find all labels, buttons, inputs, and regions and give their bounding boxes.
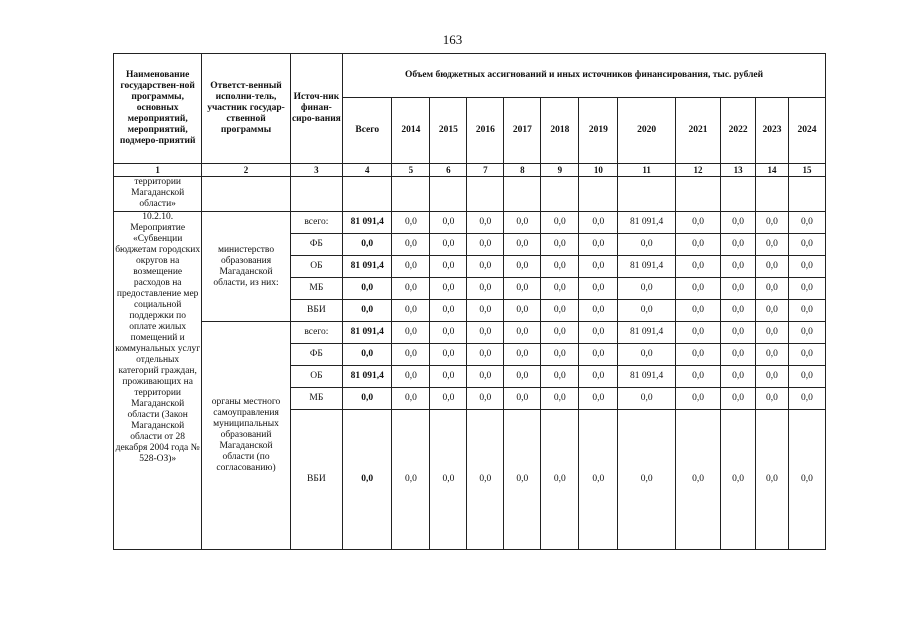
- year-value: 81 091,4: [618, 366, 676, 388]
- year-value: 0,0: [721, 234, 756, 256]
- year-value: 0,0: [675, 278, 720, 300]
- continuation-text: территории Магаданской области»: [114, 177, 202, 212]
- page-number: 163: [442, 32, 463, 47]
- empty-cell: [675, 177, 720, 212]
- empty-cell: [788, 177, 825, 212]
- empty-cell: [756, 177, 789, 212]
- year-value: 0,0: [541, 300, 579, 322]
- year-value: 0,0: [392, 300, 430, 322]
- year-value: 0,0: [788, 388, 825, 410]
- year-value: 0,0: [579, 234, 618, 256]
- year-value: 0,0: [430, 388, 467, 410]
- funding-source: ВБИ: [290, 300, 342, 322]
- year-value: 0,0: [618, 278, 676, 300]
- year-value: 0,0: [756, 344, 789, 366]
- year-value: 81 091,4: [618, 322, 676, 344]
- funding-source: ВБИ: [290, 410, 342, 550]
- header-year: 2019: [579, 98, 618, 164]
- year-value: 0,0: [504, 410, 541, 550]
- year-value: 0,0: [392, 366, 430, 388]
- year-value: 0,0: [579, 300, 618, 322]
- year-value: 0,0: [467, 366, 504, 388]
- year-value: 0,0: [467, 344, 504, 366]
- year-value: 0,0: [467, 278, 504, 300]
- column-number: 9: [541, 164, 579, 177]
- year-value: 0,0: [618, 300, 676, 322]
- year-value: 0,0: [430, 278, 467, 300]
- year-value: 0,0: [430, 366, 467, 388]
- column-number: 13: [721, 164, 756, 177]
- year-value: 0,0: [430, 410, 467, 550]
- year-value: 0,0: [579, 256, 618, 278]
- header-year: 2018: [541, 98, 579, 164]
- year-value: 0,0: [541, 410, 579, 550]
- year-value: 0,0: [675, 234, 720, 256]
- year-value: 0,0: [721, 366, 756, 388]
- column-number: 14: [756, 164, 789, 177]
- year-value: 0,0: [675, 322, 720, 344]
- year-value: 0,0: [467, 300, 504, 322]
- year-value: 0,0: [504, 344, 541, 366]
- header-year: 2023: [756, 98, 789, 164]
- empty-cell: [504, 177, 541, 212]
- year-value: 0,0: [721, 410, 756, 550]
- header-volume: Объем бюджетных ассигнований и иных источников финансирования, тыс. рублей: [343, 54, 826, 98]
- year-value: 0,0: [430, 234, 467, 256]
- column-number: 7: [467, 164, 504, 177]
- total-value: 81 091,4: [343, 366, 392, 388]
- year-value: 0,0: [430, 344, 467, 366]
- year-value: 0,0: [467, 212, 504, 234]
- year-value: 0,0: [504, 212, 541, 234]
- year-value: 0,0: [756, 388, 789, 410]
- total-value: 81 091,4: [343, 212, 392, 234]
- year-value: 0,0: [579, 322, 618, 344]
- column-number: 15: [788, 164, 825, 177]
- year-value: 0,0: [675, 212, 720, 234]
- header-year: 2020: [618, 98, 676, 164]
- column-number: 12: [675, 164, 720, 177]
- funding-source: ОБ: [290, 256, 342, 278]
- year-value: 0,0: [541, 278, 579, 300]
- year-value: 0,0: [756, 300, 789, 322]
- empty-cell: [202, 177, 290, 212]
- year-value: 0,0: [430, 322, 467, 344]
- year-value: 0,0: [467, 410, 504, 550]
- total-value: 0,0: [343, 344, 392, 366]
- year-value: 0,0: [541, 388, 579, 410]
- year-value: 0,0: [579, 366, 618, 388]
- total-value: 81 091,4: [343, 322, 392, 344]
- year-value: 0,0: [430, 212, 467, 234]
- year-value: 0,0: [788, 344, 825, 366]
- year-value: 0,0: [504, 234, 541, 256]
- year-value: 0,0: [788, 212, 825, 234]
- header-source: Источ-ник финан-сиро-вания: [290, 54, 342, 164]
- year-value: 0,0: [756, 278, 789, 300]
- year-value: 0,0: [430, 256, 467, 278]
- total-value: 0,0: [343, 300, 392, 322]
- year-value: 0,0: [721, 278, 756, 300]
- year-value: 81 091,4: [618, 212, 676, 234]
- year-value: 0,0: [541, 322, 579, 344]
- year-value: 0,0: [504, 278, 541, 300]
- empty-cell: [579, 177, 618, 212]
- year-value: 0,0: [756, 212, 789, 234]
- year-value: 0,0: [756, 322, 789, 344]
- empty-cell: [430, 177, 467, 212]
- year-value: 0,0: [756, 366, 789, 388]
- year-value: 0,0: [756, 256, 789, 278]
- year-value: 0,0: [504, 256, 541, 278]
- year-value: 0,0: [675, 256, 720, 278]
- year-value: 0,0: [504, 322, 541, 344]
- empty-cell: [541, 177, 579, 212]
- program-name: 10.2.10. Мероприятие «Субвенции бюджетам городских округов на возмещение расходов на предоставление мер социальной поддержки по оплате жилых помещений и коммунальных услуг отдельных категорий граждан, проживающих на территории Магаданской области (Закон Магаданской области от 28 декабря 2004 года № 528-ОЗ)»: [114, 212, 202, 550]
- year-value: 0,0: [788, 322, 825, 344]
- year-value: 0,0: [675, 344, 720, 366]
- column-number: 5: [392, 164, 430, 177]
- year-value: 0,0: [467, 256, 504, 278]
- column-number: 10: [579, 164, 618, 177]
- year-value: 0,0: [721, 212, 756, 234]
- year-value: 0,0: [392, 234, 430, 256]
- year-value: 0,0: [721, 256, 756, 278]
- funding-source: МБ: [290, 278, 342, 300]
- total-value: 0,0: [343, 388, 392, 410]
- year-value: 0,0: [675, 410, 720, 550]
- year-value: 0,0: [392, 256, 430, 278]
- total-value: 81 091,4: [343, 256, 392, 278]
- year-value: 0,0: [788, 366, 825, 388]
- total-value: 0,0: [343, 410, 392, 550]
- year-value: 0,0: [788, 410, 825, 550]
- header-year: 2021: [675, 98, 720, 164]
- empty-cell: [392, 177, 430, 212]
- funding-source: ФБ: [290, 234, 342, 256]
- year-value: 0,0: [579, 410, 618, 550]
- year-value: 0,0: [467, 388, 504, 410]
- header-year: 2022: [721, 98, 756, 164]
- year-value: 0,0: [430, 300, 467, 322]
- year-value: 0,0: [579, 278, 618, 300]
- table-row: [114, 212, 826, 234]
- year-value: 0,0: [392, 344, 430, 366]
- year-value: 0,0: [788, 234, 825, 256]
- year-value: 0,0: [618, 234, 676, 256]
- year-value: 0,0: [579, 212, 618, 234]
- year-value: 0,0: [756, 410, 789, 550]
- year-value: 0,0: [504, 366, 541, 388]
- column-number: 1: [114, 164, 202, 177]
- year-value: 0,0: [504, 388, 541, 410]
- header-total: Всего: [343, 98, 392, 164]
- year-value: 0,0: [675, 300, 720, 322]
- empty-cell: [343, 177, 392, 212]
- year-value: 81 091,4: [618, 256, 676, 278]
- year-value: 0,0: [392, 388, 430, 410]
- year-value: 0,0: [467, 234, 504, 256]
- year-value: 0,0: [504, 300, 541, 322]
- year-value: 0,0: [721, 388, 756, 410]
- year-value: 0,0: [721, 322, 756, 344]
- year-value: 0,0: [467, 322, 504, 344]
- budget-table: [113, 53, 826, 550]
- header-year: 2015: [430, 98, 467, 164]
- column-number: 8: [504, 164, 541, 177]
- funding-source: ОБ: [290, 366, 342, 388]
- header-program: Наименование государствен-ной программы, основных мероприятий, мероприятий, подмеро-приятий: [114, 54, 202, 164]
- year-value: 0,0: [618, 410, 676, 550]
- funding-source: всего:: [290, 322, 342, 344]
- year-value: 0,0: [788, 256, 825, 278]
- year-value: 0,0: [392, 278, 430, 300]
- column-number: 11: [618, 164, 676, 177]
- year-value: 0,0: [788, 278, 825, 300]
- header-year: 2016: [467, 98, 504, 164]
- year-value: 0,0: [721, 300, 756, 322]
- year-value: 0,0: [618, 388, 676, 410]
- year-value: 0,0: [541, 256, 579, 278]
- total-value: 0,0: [343, 234, 392, 256]
- year-value: 0,0: [541, 344, 579, 366]
- column-number: 3: [290, 164, 342, 177]
- year-value: 0,0: [675, 388, 720, 410]
- header-year: 2017: [504, 98, 541, 164]
- year-value: 0,0: [541, 234, 579, 256]
- year-value: 0,0: [392, 410, 430, 550]
- year-value: 0,0: [788, 300, 825, 322]
- empty-cell: [290, 177, 342, 212]
- empty-cell: [618, 177, 676, 212]
- year-value: 0,0: [579, 344, 618, 366]
- executor-name: органы местного самоуправления муниципальных образований Магаданской области (по согласованию): [202, 322, 290, 550]
- header-executor: Ответст-венный исполни-тель, участник государ-ственной программы: [202, 54, 290, 164]
- column-number: 2: [202, 164, 290, 177]
- header-year: 2024: [788, 98, 825, 164]
- executor-name: министерство образования Магаданской области, из них:: [202, 212, 290, 322]
- year-value: 0,0: [579, 388, 618, 410]
- funding-source: МБ: [290, 388, 342, 410]
- column-number: 6: [430, 164, 467, 177]
- funding-source: ФБ: [290, 344, 342, 366]
- year-value: 0,0: [541, 366, 579, 388]
- year-value: 0,0: [675, 366, 720, 388]
- year-value: 0,0: [392, 212, 430, 234]
- funding-source: всего:: [290, 212, 342, 234]
- empty-cell: [467, 177, 504, 212]
- year-value: 0,0: [618, 344, 676, 366]
- table-row: [114, 322, 826, 344]
- total-value: 0,0: [343, 278, 392, 300]
- column-number: 4: [343, 164, 392, 177]
- year-value: 0,0: [541, 212, 579, 234]
- empty-cell: [721, 177, 756, 212]
- year-value: 0,0: [721, 344, 756, 366]
- year-value: 0,0: [756, 234, 789, 256]
- header-year: 2014: [392, 98, 430, 164]
- year-value: 0,0: [392, 322, 430, 344]
